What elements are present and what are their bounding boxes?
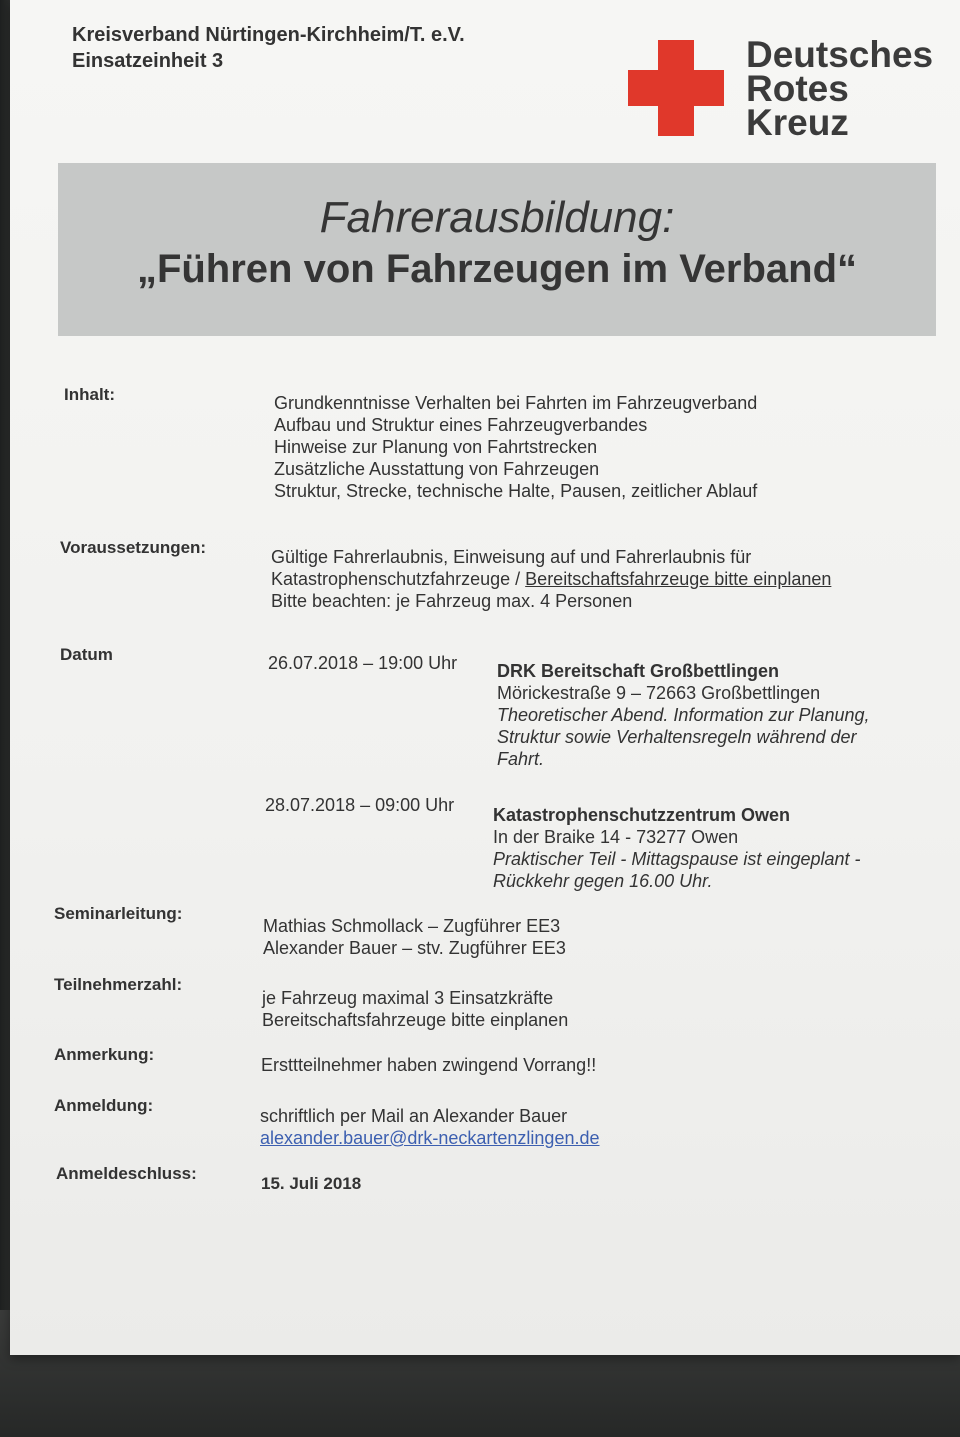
inhalt-line: Zusätzliche Ausstattung von Fahrzeugen	[274, 459, 600, 479]
anmeldung-line: schriftlich per Mail an Alexander Bauer	[260, 1106, 568, 1126]
event-note: Struktur sowie Verhaltensregeln während der	[497, 727, 857, 747]
label-anmerkung: Anmerkung:	[54, 1045, 155, 1064]
event-note: Rückkehr gegen 16.00 Uhr.	[493, 871, 713, 891]
label-datum: Datum	[60, 645, 113, 664]
inhalt-line: Grundkenntnisse Verhalten bei Fahrten im Fahrzeugverband	[274, 393, 758, 413]
inhalt-line: Struktur, Strecke, technische Halte, Pausen, zeitlicher Ablauf	[274, 481, 758, 501]
event-note: Theoretischer Abend. Information zur Planung,	[497, 705, 870, 725]
banner-title: „Führen von Fahrzeugen im Verband“	[136, 247, 858, 291]
title-banner	[58, 163, 936, 336]
label-teilnehmerzahl: Teilnehmerzahl:	[54, 975, 183, 994]
logo-line-2: Rotes	[746, 68, 849, 109]
voraussetzungen-line	[271, 568, 831, 590]
inhalt-line: Hinweise zur Planung von Fahrtstrecken	[274, 437, 598, 457]
event-1-date: 26.07.2018 – 19:00 Uhr	[268, 653, 458, 673]
event-1-details	[497, 660, 870, 770]
organization-header	[72, 22, 465, 74]
event-note: Praktischer Teil - Mittagspause ist eingeplant -	[493, 849, 861, 869]
red-cross-icon	[628, 40, 724, 136]
event-note: Fahrt.	[497, 749, 545, 769]
anmerkung-text: Ersttteilnehmer haben zwingend Vorrang!!	[261, 1055, 597, 1075]
event-venue: DRK Bereitschaft Großbettlingen	[497, 661, 780, 681]
label-inhalt: Inhalt:	[64, 385, 115, 404]
seminarleitung-line: Alexander Bauer – stv. Zugführer EE3	[263, 938, 566, 958]
banner-subtitle: Fahrerausbildung:	[319, 193, 675, 242]
label-seminarleitung: Seminarleitung:	[54, 904, 183, 923]
logo-line-1: Deutsches	[746, 34, 934, 75]
teilnehmerzahl-list	[262, 987, 568, 1031]
event-venue: Katastrophenschutzzentrum Owen	[493, 805, 791, 825]
email-link[interactable]: alexander.bauer@drk-neckartenzlingen.de	[260, 1128, 600, 1148]
voraussetzungen-text	[271, 546, 831, 612]
label-voraussetzungen: Voraussetzungen:	[60, 538, 207, 557]
anmeldung-text	[260, 1105, 600, 1149]
inhalt-list	[274, 392, 757, 502]
event-2-details	[493, 804, 861, 892]
teilnehmerzahl-line: Bereitschaftsfahrzeuge bitte einplanen	[262, 1010, 569, 1030]
inhalt-line: Aufbau und Struktur eines Fahrzeugverbandes	[274, 415, 648, 435]
voraussetzungen-line: Bitte beachten: je Fahrzeug max. 4 Personen	[271, 591, 633, 611]
label-anmeldung: Anmeldung:	[54, 1096, 154, 1115]
anmeldeschluss-value: 15. Juli 2018	[261, 1174, 362, 1193]
org-name: Kreisverband Nürtingen-Kirchheim/T. e.V.	[72, 24, 465, 46]
event-2-date: 28.07.2018 – 09:00 Uhr	[265, 795, 455, 815]
teilnehmerzahl-line: je Fahrzeug maximal 3 Einsatzkräfte	[262, 988, 554, 1008]
voraussetzungen-line2-b: Bereitschaftsfahrzeuge bitte einplanen	[525, 569, 832, 589]
label-anmeldeschluss: Anmeldeschluss:	[56, 1164, 197, 1183]
seminarleitung-line: Mathias Schmollack – Zugführer EE3	[263, 916, 561, 936]
event-address: In der Braike 14 - 73277 Owen	[493, 827, 739, 847]
cross-horizontal-bar	[628, 70, 724, 106]
voraussetzungen-line2-a: Katastrophenschutzfahrzeuge /	[271, 569, 526, 589]
voraussetzungen-line: Gültige Fahrerlaubnis, Einweisung auf und Fahrerlaubnis für	[271, 547, 752, 567]
drk-logo-text	[746, 34, 934, 143]
event-address: Mörickestraße 9 – 72663 Großbettlingen	[497, 683, 821, 703]
logo-line-3: Kreuz	[746, 102, 849, 143]
seminarleitung-list	[263, 915, 566, 959]
flyer-sheet	[10, 0, 960, 1355]
org-unit: Einsatzeinheit 3	[72, 50, 224, 72]
